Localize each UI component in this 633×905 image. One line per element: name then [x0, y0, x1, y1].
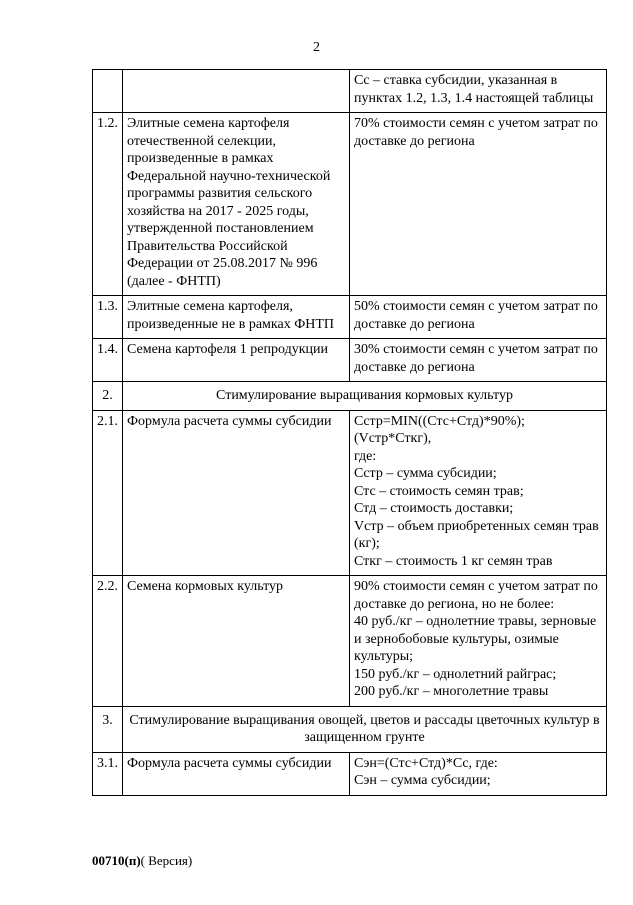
formula-line: Vстр – объем приобретенных семян трав (кг); — [354, 518, 599, 551]
subsidy-table — [92, 69, 607, 796]
row-number: 2.2. — [93, 576, 123, 707]
table-row — [93, 752, 607, 795]
section-number: 3. — [93, 706, 123, 752]
row-rate: 70% стоимости семян с учетом затрат по доставке до региона — [350, 113, 607, 296]
document-version: ( Версия) — [140, 853, 193, 868]
row-number: 1.3. — [93, 296, 123, 339]
formula-line: Стд – стоимость доставки; — [354, 501, 514, 516]
row-item: Формула расчета суммы субсидии — [123, 410, 350, 576]
section-title: Стимулирование выращивания овощей, цветов и рассады цветочных культур в защищенном грунте — [123, 706, 607, 752]
section-number: 2. — [93, 382, 123, 411]
row-formula — [350, 410, 607, 576]
row-rate: Cс – ставка субсидии, указанная в пунктах 1.2, 1.3, 1.4 настоящей таблицы — [350, 70, 607, 113]
document-code: 00710(п) — [92, 853, 141, 868]
section-title: Стимулирование выращивания кормовых культур — [123, 382, 607, 411]
row-formula — [350, 752, 607, 795]
row-rate: 50% стоимости семян с учетом затрат по доставке до региона — [350, 296, 607, 339]
row-item: Элитные семена картофеля, произведенные не в рамках ФНТП — [123, 296, 350, 339]
table-row — [93, 296, 607, 339]
table-row — [93, 410, 607, 576]
formula-line: Cстр – сумма субсидии; — [354, 466, 497, 481]
table-row — [93, 576, 607, 707]
document-footer — [92, 853, 192, 869]
row-number — [93, 70, 123, 113]
section-row — [93, 706, 607, 752]
row-number: 2.1. — [93, 410, 123, 576]
row-item: Семена кормовых культур — [123, 576, 350, 707]
row-item: Формула расчета суммы субсидии — [123, 752, 350, 795]
rate-line: 150 руб./кг – однолетний райграс; — [354, 666, 557, 682]
formula-line: Сткг – стоимость 1 кг семян трав — [354, 553, 553, 569]
row-item: Элитные семена картофеля отечественной селекции, произведенные в рамках Федеральной научно-технической программы развития сельского хозяйства на 2017 - 2025 годы, утвержденной постановлением Правительства Российской Федерации от 25.08.2017 № 996 (далее - ФНТП) — [123, 113, 350, 296]
table-row — [93, 113, 607, 296]
row-rate — [350, 576, 607, 707]
formula-line: Cэн – сумма субсидии; — [354, 773, 491, 788]
table-row — [93, 70, 607, 113]
row-item — [123, 70, 350, 113]
formula-line: где: — [354, 448, 377, 464]
formula-line: Стс – стоимость семян трав; — [354, 483, 524, 499]
row-rate: 30% стоимости семян с учетом затрат по доставке до региона — [350, 339, 607, 382]
row-number: 1.2. — [93, 113, 123, 296]
page-number: 2 — [313, 40, 320, 55]
row-item: Семена картофеля 1 репродукции — [123, 339, 350, 382]
rate-line: 90% стоимости семян с учетом затрат по доставке до региона, но не более: — [354, 579, 598, 612]
rate-line: 40 руб./кг – однолетние травы, зерновые и зернобобовые культуры, озимые культуры; — [354, 614, 597, 664]
table-row — [93, 339, 607, 382]
row-number: 3.1. — [93, 752, 123, 795]
section-row — [93, 382, 607, 411]
rate-line: 200 руб./кг – многолетние травы — [354, 684, 549, 699]
row-number: 1.4. — [93, 339, 123, 382]
formula-line: Cэн=(Стс+Стд)*Сс, где: — [354, 755, 498, 771]
formula-line: Cстр=MIN((Стс+Стд)*90%);(Vстр*Сткг), — [354, 413, 525, 446]
